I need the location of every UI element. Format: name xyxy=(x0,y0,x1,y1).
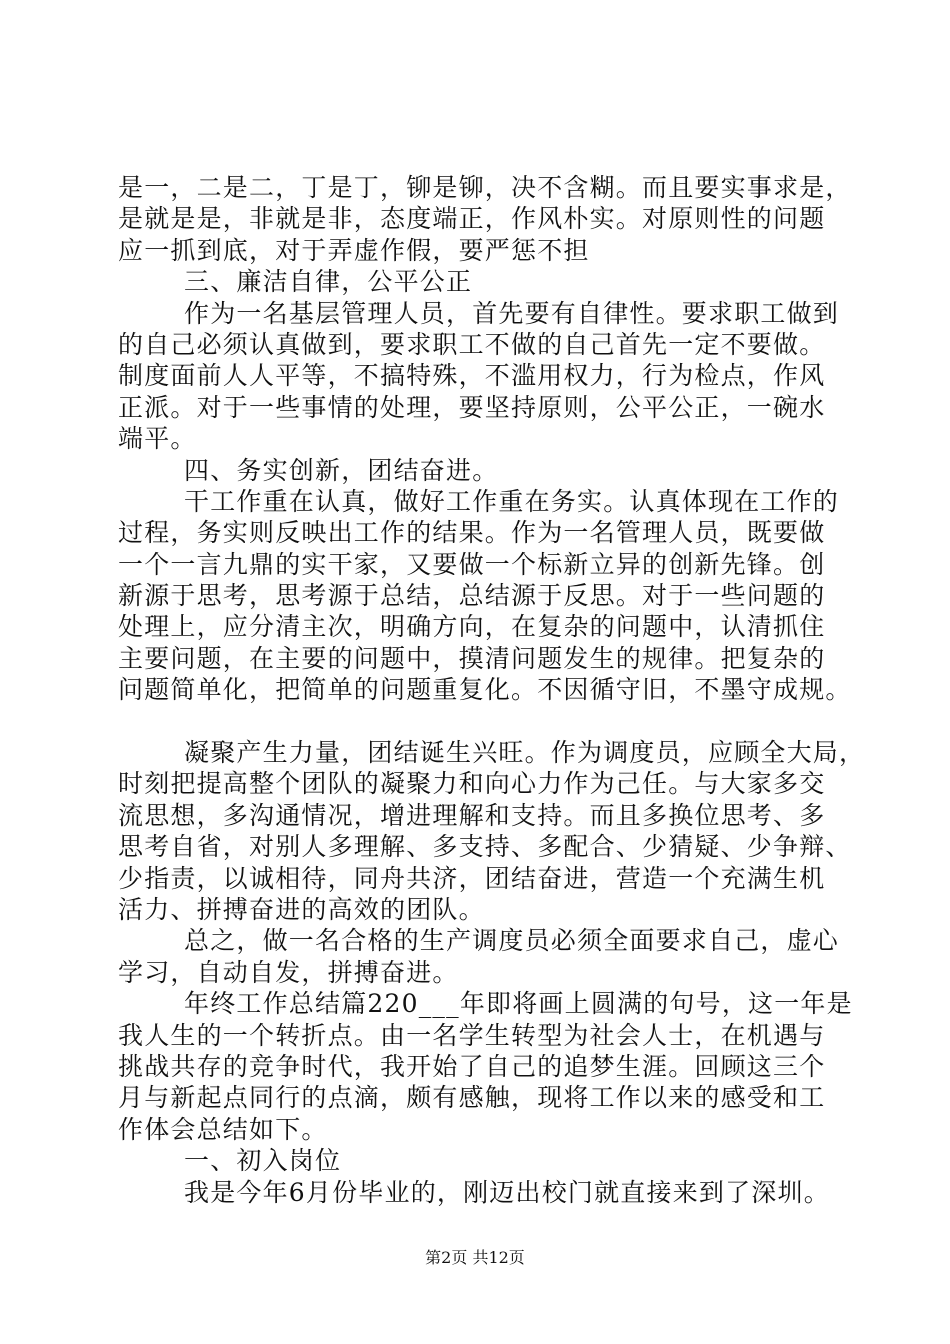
blank-line xyxy=(118,706,838,737)
page-footer: 第2页 共12页 xyxy=(425,1248,525,1267)
text-line: 凝聚产生力量，团结诞生兴旺。作为调度员，应顾全大局， xyxy=(184,738,866,768)
text-line: 新源于思考，思考源于总结，总结源于反思。对于一些问题的 xyxy=(118,581,826,611)
text-line: 过程，务实则反映出工作的结果。作为一名管理人员，既要做 xyxy=(118,518,826,548)
text-line: 我人生的一个转折点。由一名学生转型为社会人士，在机遇与 xyxy=(118,1020,826,1050)
text-line: 端平。 xyxy=(118,424,197,454)
text-line: 应一抓到底，对于弄虚作假，要严惩不担 xyxy=(118,235,590,265)
text-line: 挑战共存的竞争时代，我开始了自己的追梦生涯。回顾这三个 xyxy=(118,1051,826,1081)
text-line: 少指责，以诚相待，同舟共济，团结奋进，营造一个充满生机 xyxy=(118,863,826,893)
text-line: 一个一言九鼎的实干家，又要做一个标新立异的创新先锋。创 xyxy=(118,549,826,579)
text-line: 问题简单化，把简单的问题重复化。不因循守旧，不墨守成规。 xyxy=(118,675,852,705)
body-text xyxy=(118,172,866,1208)
section-heading: 三、廉洁自律，公平公正 xyxy=(184,267,473,297)
text-line: 时刻把提高整个团队的凝聚力和向心力作为己任。与大家多交 xyxy=(118,769,826,799)
text-line: 干工作重在认真，做好工作重在务实。认真体现在工作的 xyxy=(184,486,840,516)
text-line: 年终工作总结篇220___年即将画上圆满的句号，这一年是 xyxy=(184,989,853,1019)
text-line: 月与新起点同行的点滴，颇有感触，现将工作以来的感受和工 xyxy=(118,1083,826,1113)
text-line: 的自己必须认真做到，要求职工不做的自己首先一定不要做。 xyxy=(118,329,826,359)
text-line: 制度面前人人平等，不搞特殊，不滥用权力，行为检点，作风 xyxy=(118,361,826,391)
section-heading: 一、初入岗位 xyxy=(184,1146,342,1176)
text-line: 思考自省，对别人多理解、多支持、多配合、少猜疑、少争辩、 xyxy=(118,832,852,862)
text-line: 是一，二是二，丁是丁，铆是铆，决不含糊。而且要实事求是， xyxy=(118,173,852,202)
text-line: 活力、拼搏奋进的高效的团队。 xyxy=(118,894,485,924)
text-line: 学习，自动自发，拼搏奋进。 xyxy=(118,957,459,987)
text-line: 作为一名基层管理人员，首先要有自律性。要求职工做到 xyxy=(184,298,840,328)
text-line: 主要问题，在主要的问题中，摸清问题发生的规律。把复杂的 xyxy=(118,643,826,673)
text-line: 我是今年6月份毕业的，刚迈出校门就直接来到了深圳。 xyxy=(184,1177,830,1207)
section-heading: 四、务实创新，团结奋进。 xyxy=(184,455,499,485)
text-line: 流思想，多沟通情况，增进理解和支持。而且多换位思考、多 xyxy=(118,800,826,830)
text-line: 是就是是，非就是非，态度端正，作风朴实。对原则性的问题 xyxy=(118,204,826,234)
text-line: 作体会总结如下。 xyxy=(118,1114,328,1144)
text-line: 总之，做一名合格的生产调度员必须全面要求自己，虚心 xyxy=(184,926,840,956)
text-line: 处理上，应分清主次，明确方向，在复杂的问题中，认清抓住 xyxy=(118,612,826,642)
text-line: 正派。对于一些事情的处理，要坚持原则，公平公正，一碗水 xyxy=(118,392,826,422)
